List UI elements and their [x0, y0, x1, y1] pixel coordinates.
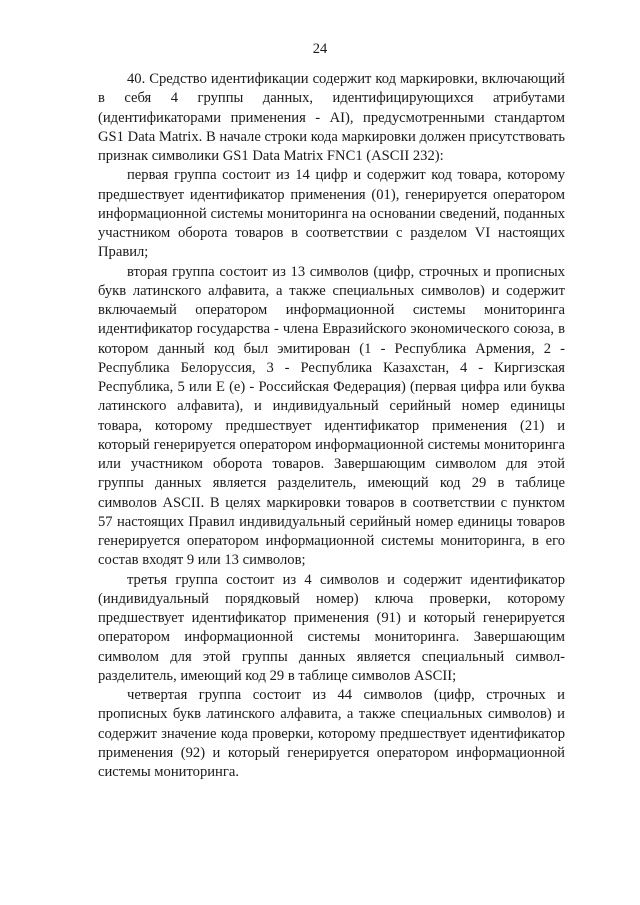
paragraph-first-group: первая группа состоит из 14 цифр и содержит код товара, которому предшествует идентификатор применения (01), генерируется оператором информационной системы мониторинга на основании сведений, поданных участником оборота товаров в соответствии с разделом VI настоящих Правил; [98, 167, 565, 261]
paragraph-item-40: 40. Средство идентификации содержит код маркировки, включающий в себя 4 группы данных, идентифицирующихся атрибутами (идентификаторами применения - AI), предусмотренными стандартом GS1 Data Matrix. В начале строки кода маркировки должен присутствовать признак символики GS1 Data Matrix FNC1 (ASCII 232): [98, 71, 565, 164]
document-body [98, 70, 565, 782]
page-number: 24 [312, 41, 328, 57]
paragraph-third-group: третья группа состоит из 4 символов и содержит идентификатор (индивидуальный порядковый номер) ключа проверки, которому предшествует идентификатор применения (91) и который генерируется оператором информационной системы мониторинга. Завершающим символом для этой группы данных является специальный символ-разделитель, имеющий код 29 в таблице символов ASCII; [98, 571, 565, 684]
paragraph-second-group: вторая группа состоит из 13 символов (цифр, строчных и прописных букв латинского алфавита, а также специальных символов) и содержит включаемый оператором информационной системы мониторинга идентификатор государства - члена Евразийского экономического союза, в котором данный код был эмитирован (1 - Республика Армения, 2 - Республика Белоруссия, 3 - Республика Казахстан, 4 - Киргизская Республика, 5 или Е (е) - Российская Федерация) (первая цифра или буква латинского алфавита), и индивидуальный серийный номер единицы товара, которому предшествует идентификатор применения (21) и который генерируется оператором информационной системы мониторинга или участником оборота товаров. Завершающим символом для этой группы данных является разделитель, имеющий код 29 в таблице символов ASCII. В целях маркировки товаров в соответствии с пунктом 57 настоящих Правил индивидуальный серийный номер единицы товаров генерируется оператором информационной системы мониторинга, в его состав входят 9 или 13 символов; [98, 263, 565, 569]
paragraph-fourth-group: четвертая группа состоит из 44 символов (цифр, строчных и прописных букв латинского алфавита, а также специальных символов) и содержит значение кода проверки, которому предшествует идентификатор применения (92) и который генерируется оператором информационной системы мониторинга. [98, 687, 565, 780]
